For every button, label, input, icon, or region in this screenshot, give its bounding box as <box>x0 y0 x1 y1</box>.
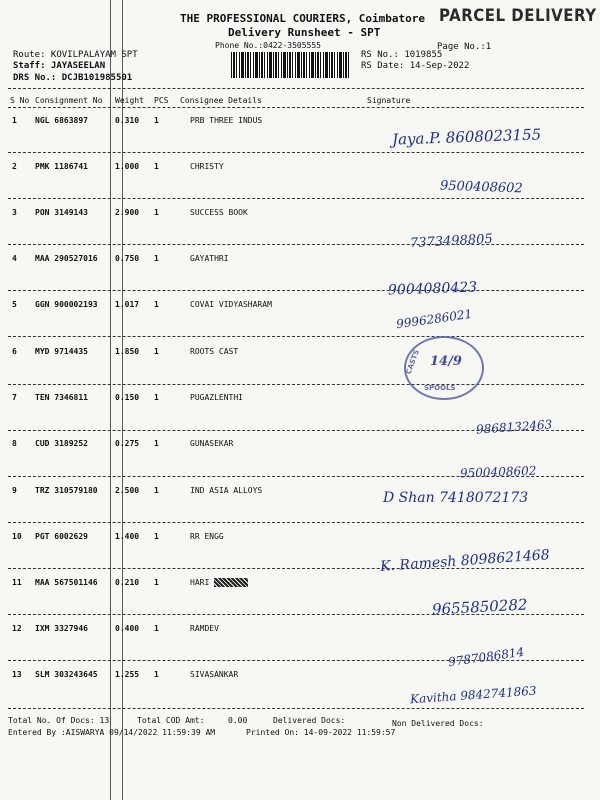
entered-by: Entered By :AISWARYA 09/14/2022 11:59:39 AM <box>8 728 216 737</box>
document-subtitle: Delivery Runsheet - SPT <box>228 26 381 39</box>
col-header-sno: S No <box>10 96 30 105</box>
row-weight: 0.750 <box>115 254 140 263</box>
row-consignee: HARI <box>190 578 210 587</box>
total-docs: Total No. Of Docs: 13 <box>8 716 110 725</box>
row-consignment: SLM 303243645 <box>35 670 98 679</box>
row-rule <box>8 568 584 569</box>
row-sno: 5 <box>12 300 17 309</box>
row-consignee: GAYATHRI <box>190 254 229 263</box>
staff-label: Staff: JAYASEELAN <box>13 61 106 71</box>
row-weight: 0.275 <box>115 439 140 448</box>
barcode <box>231 52 349 78</box>
row-pcs: 1 <box>154 532 159 541</box>
table-row <box>0 208 600 248</box>
row-consignment: MAA 290527016 <box>35 254 98 263</box>
table-row <box>0 254 600 294</box>
col-header-consignment: Consignment No <box>35 96 103 105</box>
row-weight: 2.500 <box>115 486 140 495</box>
row-rule <box>8 198 584 199</box>
row-pcs: 1 <box>154 254 159 263</box>
row-consignment: TRZ 310579180 <box>35 486 98 495</box>
row-pcs: 1 <box>154 208 159 217</box>
col-header-pcs: PCS <box>154 96 169 105</box>
row-rule <box>8 522 584 523</box>
row-consignment: NGL 6863897 <box>35 116 88 125</box>
row-consignee: PUGAZLENTHI <box>190 393 243 402</box>
total-cod-amount: 0.00 <box>228 716 248 725</box>
row-pcs: 1 <box>154 486 159 495</box>
row-pcs: 1 <box>154 439 159 448</box>
row-consignee: GUNASEKAR <box>190 439 234 448</box>
handwritten-signature: 9868132463 <box>475 417 553 437</box>
col-header-signature: Signature <box>367 96 411 105</box>
row-rule <box>8 336 584 337</box>
row-sno: 8 <box>12 439 17 448</box>
row-sno: 10 <box>12 532 22 541</box>
row-rule <box>8 290 584 291</box>
table-row <box>0 347 600 387</box>
row-consignment: MYD 9714435 <box>35 347 88 356</box>
row-weight: 0.310 <box>115 116 140 125</box>
row-sno: 9 <box>12 486 17 495</box>
row-sno: 4 <box>12 254 17 263</box>
handwritten-signature: 9004080423 <box>387 279 478 299</box>
row-consignee: ROOTS CAST <box>190 347 239 356</box>
row-weight: 1.000 <box>115 162 140 171</box>
row-pcs: 1 <box>154 393 159 402</box>
row-pcs: 1 <box>154 670 159 679</box>
row-sno: 12 <box>12 624 22 633</box>
row-consignee: PRB THREE INDUS <box>190 116 263 125</box>
company-seal <box>404 336 484 400</box>
row-consignee: RR ENGG <box>190 532 224 541</box>
row-consignee: IND ASIA ALLOYS <box>190 486 263 495</box>
seal-text-bottom: SPOOLS <box>424 384 456 392</box>
col-header-consignee: Consignee Details <box>180 96 262 105</box>
handwritten-signature: 9500408602 <box>439 178 523 197</box>
handwritten-signature: 9655850282 <box>431 595 528 619</box>
phone-number: Phone No.:0422-3505555 <box>215 41 321 50</box>
row-sno: 6 <box>12 347 17 356</box>
row-pcs: 1 <box>154 347 159 356</box>
row-rule <box>8 384 584 385</box>
row-pcs: 1 <box>154 116 159 125</box>
row-consignee: SUCCESS BOOK <box>190 208 248 217</box>
parcel-delivery-stamp: PARCEL DELIVERY <box>439 4 597 26</box>
row-pcs: 1 <box>154 624 159 633</box>
row-pcs: 1 <box>154 300 159 309</box>
col-header-weight: Weight <box>115 96 144 105</box>
drs-number: DRS No.: DCJB101985501 <box>13 73 133 83</box>
row-sno: 1 <box>12 116 17 125</box>
row-consignment: GGN 900002193 <box>35 300 98 309</box>
route-label: Route: KOVILPALAYAM SPT <box>13 50 138 60</box>
column-rule <box>8 107 584 108</box>
handwritten-signature: 9787086814 <box>447 644 525 670</box>
row-weight: 2.900 <box>115 208 140 217</box>
redacted-scribble <box>214 578 248 587</box>
row-sno: 2 <box>12 162 17 171</box>
page-number: Page No.:1 <box>437 42 492 52</box>
header-rule <box>8 88 584 89</box>
row-consignment: PON 3149143 <box>35 208 88 217</box>
row-weight: 0.400 <box>115 624 140 633</box>
row-sno: 11 <box>12 578 22 587</box>
row-consignment: IXM 3327946 <box>35 624 88 633</box>
handwritten-signature: 9996286021 <box>395 306 473 332</box>
rs-date: RS Date: 14-Sep-2022 <box>361 61 470 71</box>
row-sno: 3 <box>12 208 17 217</box>
row-sno: 13 <box>12 670 22 679</box>
row-pcs: 1 <box>154 162 159 171</box>
seal-text-date: 14/9 <box>430 354 462 369</box>
table-bottom-rule <box>8 708 584 709</box>
row-weight: 1.255 <box>115 670 140 679</box>
row-consignee: CHRISTY <box>190 162 224 171</box>
row-consignment: CUD 3189252 <box>35 439 88 448</box>
row-consignee: RAMDEV <box>190 624 219 633</box>
handwritten-signature: Jaya.P. 8608023155 <box>391 125 542 149</box>
handwritten-signature: 7373498805 <box>409 231 494 252</box>
table-row <box>0 300 600 340</box>
row-weight: 0.210 <box>115 578 140 587</box>
handwritten-signature: 9500408602 <box>459 463 537 481</box>
printed-on: Printed On: 14-09-2022 11:59:57 <box>246 728 396 737</box>
row-weight: 0.150 <box>115 393 140 402</box>
handwritten-signature: K. Ramesh 8098621468 <box>379 547 551 575</box>
row-consignee: COVAI VIDYASHARAM <box>190 300 272 309</box>
delivered-docs: Delivered Docs: <box>273 716 346 725</box>
total-cod-label: Total COD Amt: <box>137 716 205 725</box>
handwritten-signature: Kavitha 9842741863 <box>409 683 537 707</box>
row-consignment: PMK 1186741 <box>35 162 88 171</box>
row-consignment: PGT 6002629 <box>35 532 88 541</box>
document-title: THE PROFESSIONAL COURIERS, Coimbatore <box>180 12 426 25</box>
row-weight: 1.400 <box>115 532 140 541</box>
row-pcs: 1 <box>154 578 159 587</box>
row-consignee: SIVASANKAR <box>190 670 239 679</box>
row-weight: 1.017 <box>115 300 140 309</box>
seal-text-left: CASTS <box>404 348 421 376</box>
row-rule <box>8 244 584 245</box>
row-consignment: TEN 7346811 <box>35 393 88 402</box>
row-rule <box>8 152 584 153</box>
rs-number: RS No.: 1019855 <box>361 50 443 60</box>
handwritten-signature: D Shan 7418072173 <box>383 490 529 506</box>
row-weight: 1.850 <box>115 347 140 356</box>
row-sno: 7 <box>12 393 17 402</box>
non-delivered-docs: Non Delivered Docs: <box>392 719 484 728</box>
row-consignment: MAA 567501146 <box>35 578 98 587</box>
